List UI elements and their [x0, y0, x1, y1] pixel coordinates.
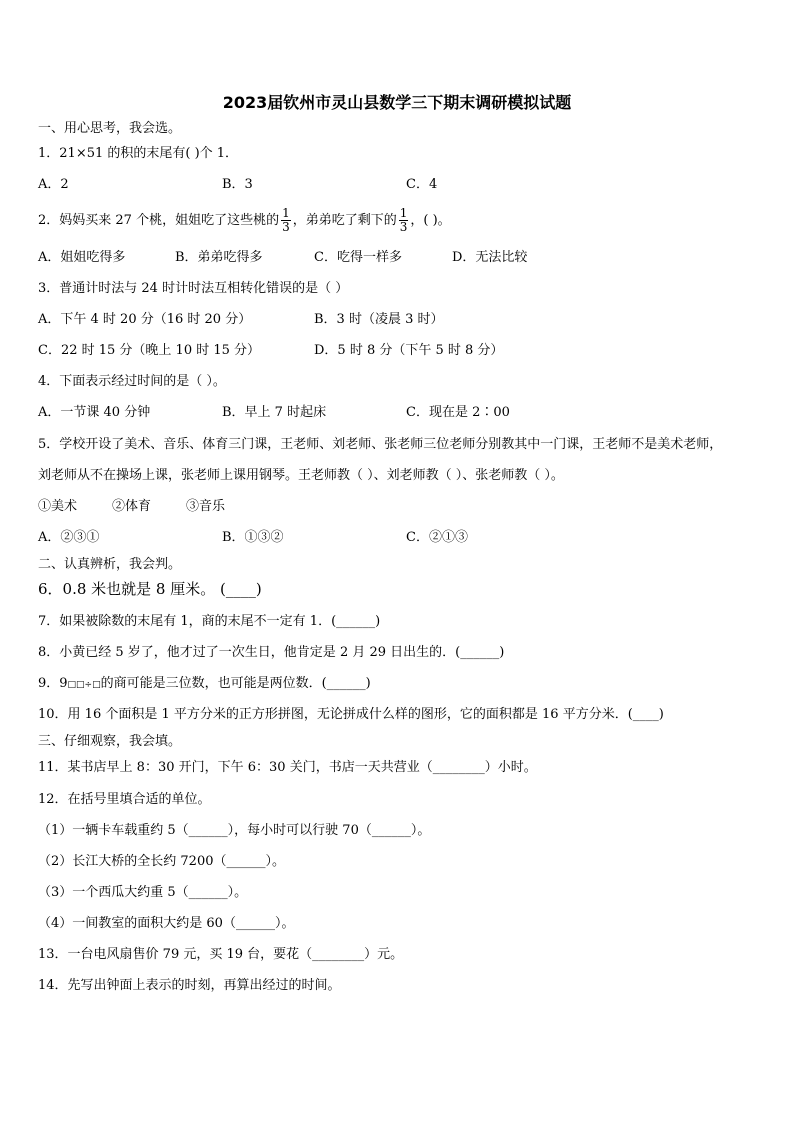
q5-option-c: C．②①③ [406, 530, 468, 545]
section-2-heading: 二、认真辨析，我会判。 [38, 557, 182, 572]
section-3-heading: 三、仔细观察，我会填。 [38, 734, 182, 749]
q2-stem-mid: ，弟弟吃了剩下的 [292, 213, 397, 228]
q10: 10．用 16 个面积是 1 平方分米的正方形拼图，无论拼成什么样的图形，它的面积都是 16 平方分米．(____) [38, 707, 664, 722]
q5-option-b: B．①③② [222, 530, 284, 545]
q5-option-a: A．②③① [38, 530, 100, 545]
q12-part-2: （2）长江大桥的全长约 7200（______）。 [38, 854, 285, 869]
q2-option-b: B．弟弟吃得多 [175, 250, 263, 265]
q3-option-b: B．3 时（凌晨 3 时） [314, 312, 444, 327]
q2-fraction-2 [399, 207, 409, 234]
q5-choice-1: ①美术 [38, 499, 78, 514]
q12-stem: 12．在括号里填合适的单位。 [38, 792, 211, 807]
q12-part-3: （3）一个西瓜大约重 5（______）。 [38, 885, 248, 900]
q7: 7．如果被除数的末尾有 1，商的末尾不一定有 1．(______) [38, 614, 381, 629]
q5-choice-2: ②体育 [112, 499, 152, 514]
q4-option-c: C．现在是 2∶00 [406, 405, 510, 420]
q5-stem-line-2: 刘老师从不在操场上课，张老师上课用钢琴。王老师教（ ）、刘老师教（ ）、张老师教（ ）。 [38, 468, 564, 483]
q2-fraction-2-num: 1 [399, 206, 408, 220]
q1-option-c: C．4 [406, 177, 438, 192]
q2-option-c: C．吃得一样多 [314, 250, 402, 265]
section-1-heading: 一、用心思考，我会选。 [38, 121, 182, 136]
q4-stem: 4．下面表示经过时间的是（ ）。 [38, 374, 226, 389]
q3-stem: 3．普通计时法与 24 时计时法互相转化错误的是（ ） [38, 281, 349, 296]
q6: 6．0.8 米也就是 8 厘米。 (____) [38, 580, 262, 598]
q3-option-a: A．下午 4 时 20 分（16 时 20 分） [38, 312, 252, 327]
q9-boxes: □□÷□ [67, 680, 101, 690]
q2-fraction-2-den: 3 [399, 220, 408, 234]
q2-fraction-1-num: 1 [282, 206, 290, 220]
q5-stem-line-1: 5．学校开设了美术、音乐、体育三门课，王老师、刘老师、张老师三位老师分别教其中一门课，王老师不是美术老师， [38, 437, 723, 452]
q4-option-a: A．一节课 40 分钟 [38, 405, 151, 420]
q3-option-d: D．5 时 8 分（下午 5 时 8 分） [314, 343, 504, 358]
q3-option-c: C．22 时 15 分（晚上 10 时 15 分） [38, 343, 261, 358]
q8: 8．小黄已经 5 岁了，他才过了一次生日，他肯定是 2 月 29 日出生的．(______) [38, 645, 505, 660]
q13: 13．一台电风扇售价 79 元，买 19 台，要花（________）元。 [38, 947, 404, 962]
q2-option-a: A．姐姐吃得多 [38, 250, 126, 265]
q12-part-1: （1）一辆卡车载重约 5（______），每小时可以行驶 70（______）。 [38, 823, 431, 838]
q1-stem: 1．21×51 的积的末尾有( )个 1． [38, 146, 239, 161]
q5-choice-3: ③音乐 [186, 499, 226, 514]
page-title: 2023届钦州市灵山县数学三下期末调研模拟试题 [222, 93, 572, 112]
q1-option-a: A．2 [38, 177, 69, 192]
q2-option-d: D．无法比较 [452, 250, 528, 265]
q11: 11．某书店早上 8：30 开门，下午 6：30 关门，书店一天共营业（________）小时。 [38, 760, 537, 775]
q9-post: 的商可能是三位数，也可能是两位数．(______) [100, 676, 371, 691]
q4-option-b: B．早上 7 时起床 [222, 405, 327, 420]
q2-stem-post: ，( )。 [410, 213, 451, 228]
q9 [38, 676, 371, 693]
q2-fraction-1-den: 3 [282, 220, 290, 234]
q9-pre: 9．9 [38, 676, 68, 691]
q14: 14．先写出钟面上表示的时刻，再算出经过的时间。 [38, 978, 341, 993]
q2-fraction-1 [281, 207, 291, 234]
q2-stem [38, 205, 451, 237]
q12-part-4: （4）一间教室的面积大约是 60（______）。 [38, 916, 295, 931]
q1-option-b: B．3 [222, 177, 253, 192]
q2-stem-pre: 2．妈妈买来 27 个桃，姐姐吃了这些桃的 [38, 213, 280, 228]
